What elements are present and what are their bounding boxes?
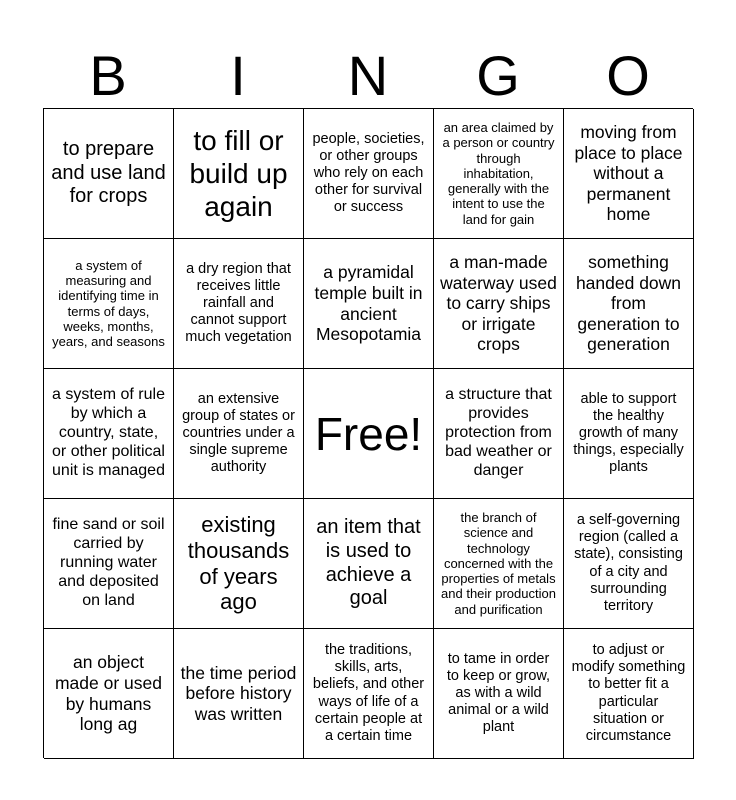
- cell-text: a system of rule by which a country, state, or other political unit is managed: [52, 386, 165, 479]
- bingo-cell-r1-c4[interactable]: [434, 109, 564, 239]
- bingo-cell-r5-c2[interactable]: [174, 629, 304, 759]
- cell-text: a system of measuring and identifying time in terms of days, weeks, months, years, and seasons: [52, 257, 165, 350]
- bingo-cell-free[interactable]: [304, 369, 434, 499]
- cell-text: to tame in order to keep or grow, as with a wild animal or a wild plant: [446, 650, 551, 736]
- bingo-cell-r4-c5[interactable]: [564, 499, 694, 629]
- cell-text: a pyramidal temple built in ancient Mesopotamia: [314, 262, 423, 345]
- cell-text: moving from place to place without a permanent home: [574, 121, 683, 225]
- bingo-cell-r3-c5[interactable]: [564, 369, 694, 499]
- cell-text: a man-made waterway used to carry ships or irrigate crops: [440, 251, 557, 355]
- bingo-cell-r5-c3[interactable]: [304, 629, 434, 759]
- header-letter-o: O: [606, 44, 650, 107]
- cell-text: able to support the healthy growth of many things, especially plants: [573, 390, 684, 476]
- bingo-cell-r4-c2[interactable]: [174, 499, 304, 629]
- bingo-cell-r2-c3[interactable]: [304, 239, 434, 369]
- cell-text: an extensive group of states or countries under a single supreme authority: [182, 390, 295, 476]
- bingo-header: [43, 44, 693, 108]
- cell-text: existing thousands of years ago: [187, 511, 290, 615]
- bingo-cell-r1-c5[interactable]: [564, 109, 694, 239]
- cell-text: to fill or build up again: [189, 124, 288, 223]
- bingo-cell-r2-c1[interactable]: [44, 239, 174, 369]
- cell-text: fine sand or soil carried by running water and deposited on land: [52, 516, 165, 609]
- cell-text: to adjust or modify something to better fit a particular situation or circumstance: [571, 642, 686, 744]
- cell-text: a dry region that receives little rainfall and cannot support much vegetation: [185, 260, 292, 346]
- bingo-cell-r4-c3[interactable]: [304, 499, 434, 629]
- cell-text: an area claimed by a person or country through inhabitation, generally with the intent to use the land for gain: [442, 119, 555, 227]
- bingo-cell-r5-c1[interactable]: [44, 629, 174, 759]
- cell-text: the time period before history was written: [180, 662, 297, 724]
- cell-text: an object made or used by humans long ag: [54, 652, 162, 735]
- bingo-cell-r3-c2[interactable]: [174, 369, 304, 499]
- bingo-cell-r2-c2[interactable]: [174, 239, 304, 369]
- bingo-cell-r1-c2[interactable]: [174, 109, 304, 239]
- bingo-cell-r4-c4[interactable]: [434, 499, 564, 629]
- bingo-cell-r5-c4[interactable]: [434, 629, 564, 759]
- bingo-cell-r1-c3[interactable]: [304, 109, 434, 239]
- cell-text: to prepare and use land for crops: [51, 138, 166, 208]
- free-space-label: Free!: [314, 407, 423, 460]
- bingo-cell-r3-c1[interactable]: [44, 369, 174, 499]
- header-letter-n: N: [347, 44, 389, 107]
- header-letter-b: B: [89, 44, 127, 107]
- bingo-cell-r2-c5[interactable]: [564, 239, 694, 369]
- cell-text: an item that is used to achieve a goal: [316, 516, 421, 610]
- cell-text: something handed down from generation to generation: [575, 251, 682, 355]
- bingo-cell-r3-c4[interactable]: [434, 369, 564, 499]
- bingo-cell-r5-c5[interactable]: [564, 629, 694, 759]
- header-letter-g: G: [476, 44, 520, 107]
- bingo-cell-r1-c1[interactable]: [44, 109, 174, 239]
- cell-text: the traditions, skills, arts, beliefs, and other ways of life of a certain people at a certain time: [312, 642, 425, 744]
- cell-text: people, societies, or other groups who rely on each other for survival or success: [312, 130, 425, 216]
- cell-text: the branch of science and technology concerned with the properties of metals and their production and purification: [441, 509, 556, 617]
- cell-text: a self-governing region (called a state), consisting of a city and surrounding territory: [574, 512, 683, 614]
- bingo-cell-r4-c1[interactable]: [44, 499, 174, 629]
- header-letter-i: I: [230, 44, 246, 107]
- cell-text: a structure that provides protection from bad weather or danger: [445, 386, 552, 479]
- bingo-cell-r2-c4[interactable]: [434, 239, 564, 369]
- bingo-card-grid: [43, 108, 693, 758]
